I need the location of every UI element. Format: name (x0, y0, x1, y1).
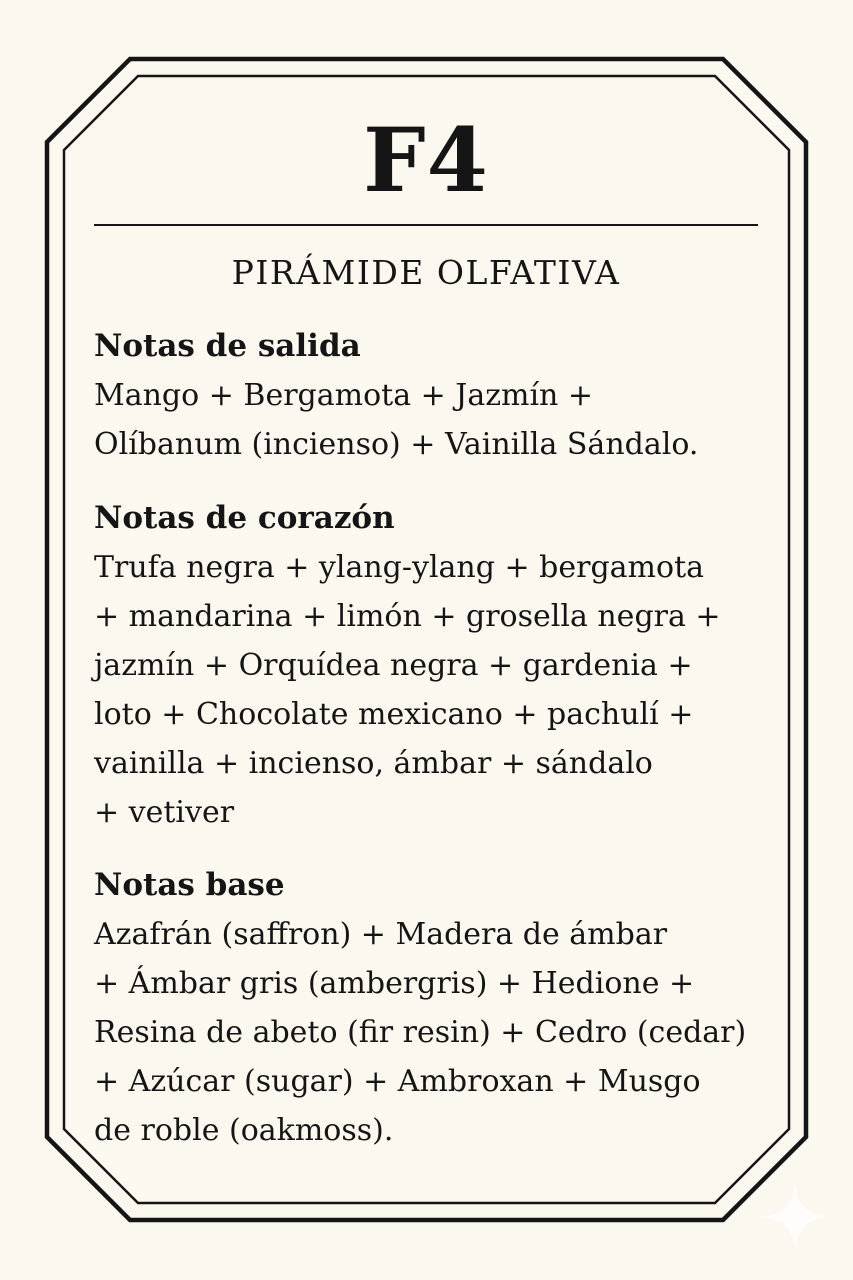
fragrance-code-title: F4 (363, 108, 489, 212)
heart-notes-line: loto + Chocolate mexicano + pachulí + (94, 697, 694, 732)
heart-notes-title: Notas de corazón (94, 500, 395, 536)
heart-notes-line: jazmín + Orquídea negra + gardenia + (94, 648, 693, 683)
heart-notes-line: Trufa negra + ylang-ylang + bergamota (94, 550, 705, 585)
base-notes-line: Resina de abeto (fir resin) + Cedro (cedar) (94, 1015, 747, 1050)
base-notes-section (94, 860, 746, 1155)
olfactory-pyramid-heading: PIRÁMIDE OLFATIVA (231, 253, 621, 292)
heart-notes-line: + vetiver (94, 795, 235, 830)
note-card (94, 108, 774, 1148)
top-notes-title: Notas de salida (94, 328, 361, 364)
top-notes-line: Mango + Bergamota + Jazmín + (94, 378, 594, 413)
title-divider (94, 224, 758, 226)
heart-notes-line: vainilla + incienso, ámbar + sándalo (94, 746, 653, 781)
base-notes-title: Notas base (94, 867, 285, 903)
base-notes-line: + Azúcar (sugar) + Ambroxan + Musgo (94, 1064, 701, 1099)
heart-notes-section (94, 493, 721, 837)
top-notes-line: Olíbanum (incienso) + Vainilla Sándalo. (94, 427, 699, 462)
base-notes-line: Azafrán (saffron) + Madera de ámbar (94, 917, 668, 952)
sparkle-icon (760, 1182, 830, 1252)
top-notes-section (94, 321, 698, 469)
heart-notes-line: + mandarina + limón + grosella negra + (94, 599, 721, 634)
base-notes-line: de roble (oakmoss). (94, 1113, 394, 1148)
base-notes-line: + Ámbar gris (ambergris) + Hedione + (94, 966, 695, 1001)
